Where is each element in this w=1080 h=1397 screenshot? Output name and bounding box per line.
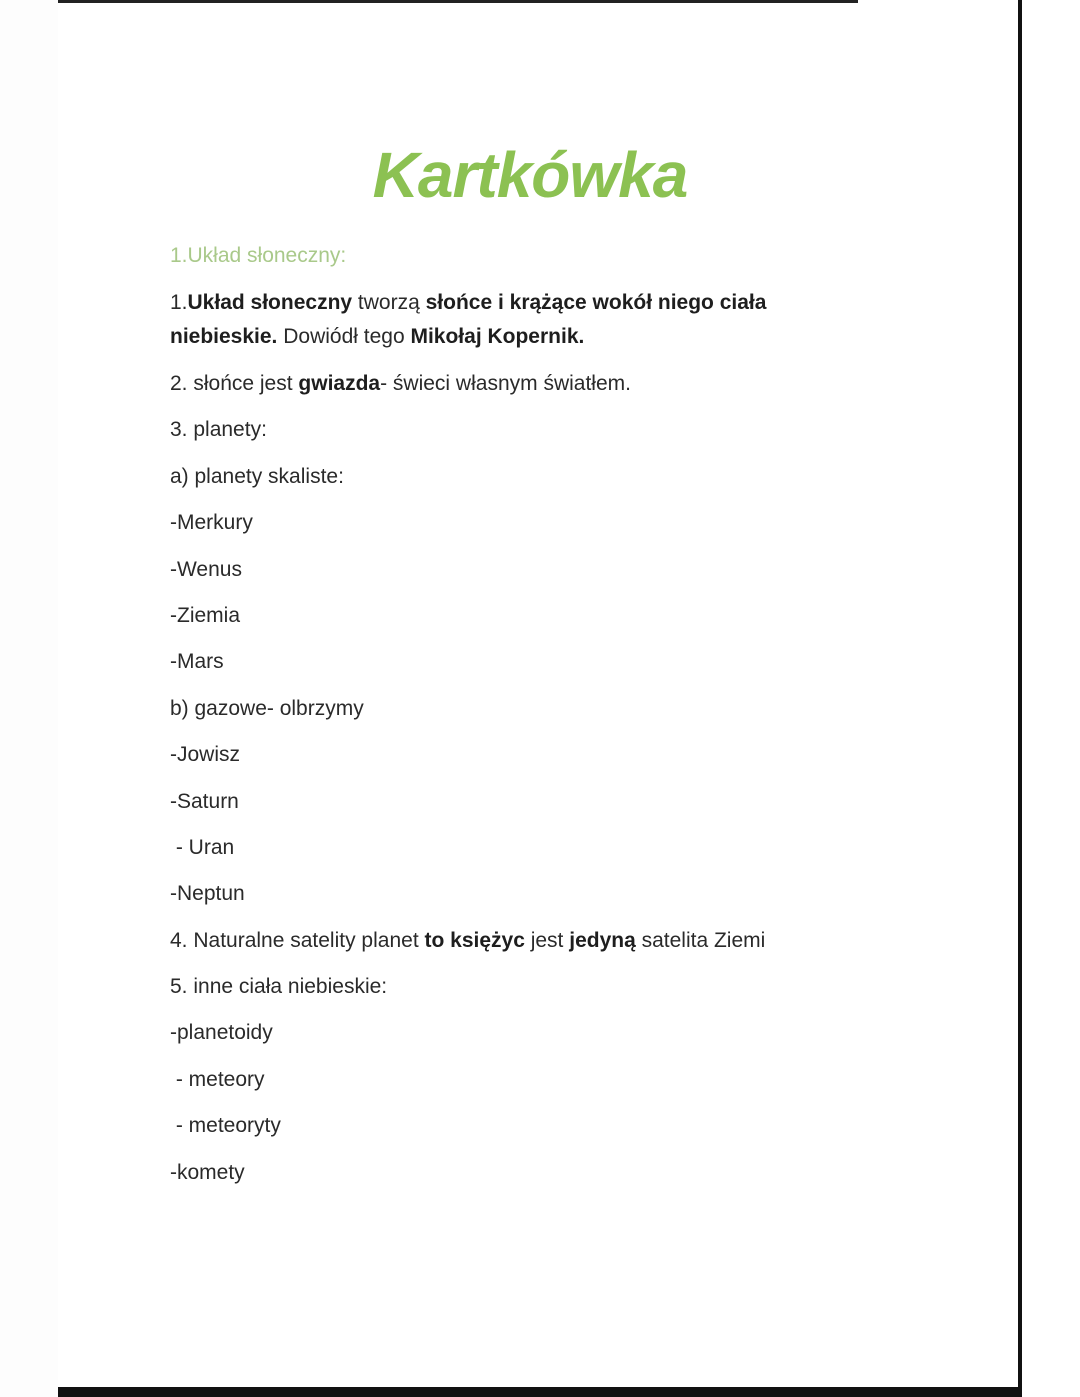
text-segment: Dowiódł tego: [277, 325, 411, 348]
text-segment: a) planety skaliste:: [170, 464, 344, 488]
text-segment: tworzą: [352, 291, 426, 314]
text-segment: 3. planety:: [170, 418, 267, 442]
page-title: Kartkówka: [372, 139, 688, 211]
bold-text: Mikołaj Kopernik.: [410, 325, 585, 348]
text-line: [170, 1158, 870, 1204]
text-line: [170, 787, 870, 833]
text-segment: -Neptun: [170, 882, 245, 906]
text-line: [170, 508, 870, 554]
text-segment: -Saturn: [170, 789, 239, 813]
text-line: [170, 647, 870, 693]
bold-text: niebieskie.: [170, 325, 278, 348]
bold-text: jedyną: [569, 928, 636, 952]
text-segment: 5. inne ciała niebieskie:: [170, 975, 388, 999]
text-segment: satelita Ziemi: [635, 928, 766, 952]
text-segment: - meteoryty: [170, 1114, 281, 1138]
document-body: [170, 288, 870, 1204]
text-segment: 4. Naturalne satelity planet: [170, 928, 425, 952]
text-line: [170, 740, 870, 786]
text-line: [170, 833, 870, 879]
text-segment: - meteory: [170, 1067, 265, 1091]
text-line: [170, 926, 870, 972]
text-segment: b) gazowe- olbrzymy: [170, 696, 364, 720]
text-line: [170, 415, 870, 461]
text-line: [170, 601, 870, 647]
text-segment: - Uran: [170, 835, 235, 859]
text-line: [170, 694, 870, 740]
text-segment: -Wenus: [170, 557, 242, 581]
text-segment: -planetoidy: [170, 1021, 273, 1045]
section-heading: 1.Układ słoneczny:: [170, 244, 347, 267]
text-line: [170, 972, 870, 1018]
text-line: [170, 555, 870, 601]
text-segment: jest: [524, 928, 570, 952]
text-line: [170, 1065, 870, 1111]
bold-text: to księżyc: [424, 928, 525, 952]
text-segment: -Ziemia: [170, 603, 241, 627]
text-line: [170, 1111, 870, 1157]
scan-top-edge: [58, 0, 858, 3]
text-segment: -komety: [170, 1160, 245, 1184]
text-line: [170, 879, 870, 925]
text-segment: -Merkury: [170, 511, 253, 535]
text-segment: 2. słońce jest: [170, 372, 299, 395]
scan-bottom-edge: [58, 1387, 1022, 1397]
bold-text: słońce i krążące wokół niego ciała: [425, 291, 767, 314]
text-segment: -Jowisz: [170, 743, 241, 767]
text-line: [170, 1018, 870, 1064]
bold-text: Układ słoneczny: [187, 291, 353, 314]
text-line: [170, 288, 870, 322]
text-line: [170, 462, 870, 508]
text-segment: - świeci własnym światłem.: [380, 372, 631, 395]
bold-text: gwiazda: [298, 372, 381, 395]
text-line: [170, 369, 870, 415]
text-segment: -Mars: [170, 650, 224, 674]
text-line: [170, 322, 870, 369]
text-segment: 1.: [170, 291, 188, 314]
